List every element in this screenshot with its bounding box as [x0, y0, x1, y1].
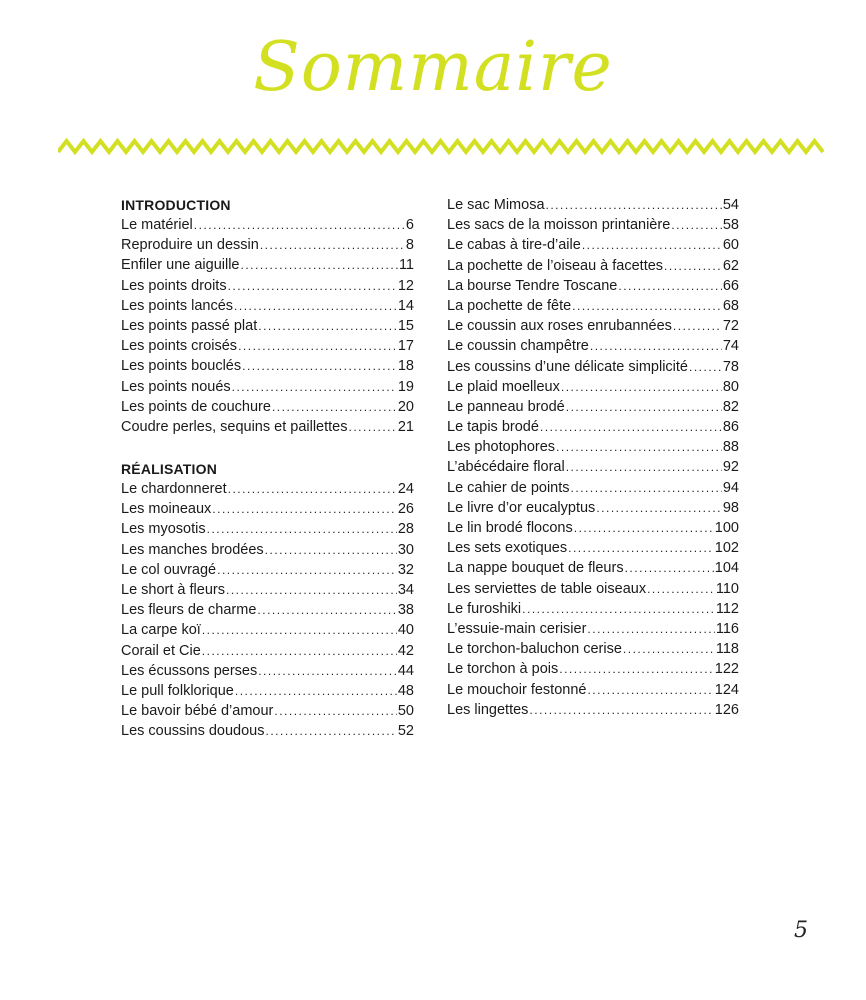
toc-entry [121, 397, 414, 417]
toc-entry [121, 235, 414, 255]
toc-entry-page: 24 [397, 481, 414, 498]
toc-entry [121, 721, 414, 741]
toc-entry [447, 558, 739, 578]
toc-entry-title: Coudre perles, sequins et paillettes [121, 418, 348, 435]
toc-entry-title: Le cahier de points [447, 479, 570, 496]
toc-entry-title: Les sacs de la moisson printanière [447, 217, 671, 234]
toc-entry-page: 38 [397, 602, 414, 619]
dot-leader [217, 560, 397, 580]
toc-entry-title: Les coussins d’une délicate simplicité [447, 358, 688, 375]
dot-leader [212, 499, 397, 519]
toc-entry-page: 58 [722, 217, 739, 234]
toc-entry [447, 397, 739, 417]
toc-entry-page: 6 [405, 217, 414, 233]
toc-entry-title: Les points lancés [121, 297, 234, 314]
toc-entry-page: 98 [722, 499, 739, 516]
toc-entry [447, 215, 739, 235]
toc-entry-title: Les photophores [447, 439, 556, 456]
toc-entry-title: Les points noués [121, 378, 231, 395]
dot-leader [623, 639, 715, 659]
toc-entry [121, 255, 414, 275]
dot-leader [207, 519, 397, 539]
toc-entry-page: 26 [397, 501, 414, 518]
toc-entry-title: L’abécédaire floral [447, 459, 565, 476]
dot-leader [546, 195, 722, 215]
dot-leader [587, 619, 714, 639]
toc-entry-page: 18 [397, 358, 414, 375]
toc-entry-page: 21 [397, 418, 414, 435]
toc-entry-page: 80 [722, 378, 739, 395]
dot-leader [266, 721, 397, 741]
toc-entry [121, 560, 414, 580]
toc-entry-title: La nappe bouquet de fleurs [447, 560, 624, 577]
dot-leader [559, 659, 714, 679]
toc-entry [121, 296, 414, 316]
toc-entry-page: 72 [722, 318, 739, 335]
toc-entry-title: L’essuie-main cerisier [447, 620, 587, 637]
section-heading-introduction: INTRODUCTION [121, 197, 231, 213]
toc-entry-title: Le pull folklorique [121, 682, 234, 699]
toc-entry-page: 102 [714, 540, 739, 557]
toc-entry-title: Les coussins doudous [121, 723, 265, 740]
toc-entry-title: Les serviettes de table oiseaux [447, 580, 647, 597]
toc-entry [121, 701, 414, 721]
toc-entry-title: Le tapis brodé [447, 419, 539, 436]
toc-entry [447, 195, 739, 215]
toc-entry [121, 356, 414, 376]
toc-entry-page: 62 [722, 257, 739, 274]
toc-entry [121, 580, 414, 600]
dot-leader [664, 256, 722, 276]
dot-leader [572, 296, 722, 316]
toc-entry-title: Corail et Cie [121, 642, 201, 659]
toc-entry-title: La pochette de l’oiseau à facettes [447, 257, 664, 274]
dot-leader [272, 397, 397, 417]
page-title: Sommaire [253, 28, 613, 107]
toc-entry-title: Les écussons perses [121, 662, 258, 679]
toc-entry-page: 122 [714, 661, 739, 678]
toc-entry-page: 44 [397, 662, 414, 679]
toc-left-column [121, 195, 414, 742]
dot-leader [194, 215, 405, 235]
zigzag-divider [58, 136, 824, 158]
toc-entry [121, 499, 414, 519]
right-column-entries [447, 195, 739, 720]
toc-entry-title: Le torchon à pois [447, 661, 559, 678]
toc-entry-page: 11 [398, 257, 414, 274]
toc-entry-page: 78 [722, 358, 739, 375]
toc-entry-page: 34 [397, 582, 414, 598]
toc-entry-page: 110 [715, 580, 739, 597]
toc-entry-title: Le coussin aux roses enrubannées [447, 318, 672, 335]
dot-leader [265, 540, 397, 560]
toc-entry-page: 118 [715, 641, 739, 658]
dot-leader [590, 336, 722, 356]
toc-entry [447, 680, 739, 700]
toc-entry-page: 28 [397, 521, 414, 538]
toc-entry-title: Le lin brodé flocons [447, 520, 573, 536]
toc-entry-title: Le chardonneret [121, 481, 227, 498]
toc-entry-title: Le col ouvragé [121, 561, 217, 578]
toc-entry-title: Le panneau brodé [447, 398, 565, 415]
dot-leader [568, 538, 714, 558]
dot-leader [647, 579, 715, 599]
toc-entry-page: 19 [397, 378, 414, 395]
dot-leader [571, 478, 722, 498]
toc-entry [447, 316, 739, 336]
dot-leader [574, 518, 714, 538]
dot-leader [625, 558, 714, 578]
toc-entry-page: 104 [714, 560, 739, 577]
dot-leader [228, 479, 397, 499]
toc-entry-page: 8 [405, 237, 414, 254]
toc-entry-page: 92 [722, 459, 739, 476]
toc-entry-title: Le sac Mimosa [447, 197, 545, 213]
dot-leader [238, 336, 397, 356]
toc-entry-page: 42 [397, 642, 414, 659]
toc-entry [447, 357, 739, 377]
toc-entry-title: Les myosotis [121, 521, 206, 538]
dot-leader [529, 700, 713, 720]
toc-entry-page: 116 [715, 620, 739, 637]
toc-entry [121, 681, 414, 701]
toc-entry-title: Les sets exotiques [447, 540, 568, 557]
toc-entry-title: Le mouchoir festonné [447, 681, 587, 698]
realisation-entries [121, 479, 414, 741]
toc-entry-page: 32 [397, 561, 414, 578]
toc-entry-page: 14 [397, 297, 414, 314]
toc-entry [121, 336, 414, 356]
toc-entry-page: 82 [722, 398, 739, 415]
toc-entry [447, 579, 739, 599]
toc-entry-title: Le coussin champêtre [447, 338, 589, 355]
dot-leader [673, 316, 722, 336]
toc-entry-page: 126 [714, 701, 739, 718]
toc-entry-page: 30 [397, 541, 414, 558]
toc-entry-page: 112 [715, 600, 739, 617]
toc-entry [447, 498, 739, 518]
toc-entry [447, 619, 739, 639]
dot-leader [202, 620, 397, 640]
toc-entry [121, 316, 414, 336]
dot-leader [202, 641, 397, 661]
toc-entry [447, 276, 739, 296]
toc-entry [447, 518, 739, 538]
toc-entry-title: Les points passé plat [121, 317, 258, 334]
toc-entry-title: Les lingettes [447, 701, 529, 718]
toc-entry [447, 296, 739, 316]
toc-entry [447, 538, 739, 558]
toc-entry-page: 74 [722, 338, 739, 355]
introduction-entries [121, 215, 414, 437]
dot-leader [241, 255, 398, 275]
toc-entry-title: Le short à fleurs [121, 582, 225, 598]
section-gap [121, 437, 414, 459]
dot-leader [522, 599, 715, 619]
toc-entry-page: 60 [722, 237, 739, 254]
toc-entry [447, 639, 739, 659]
toc-entry [447, 377, 739, 397]
toc-entry-title: Les fleurs de charme [121, 602, 257, 619]
dot-leader [226, 580, 397, 600]
toc-entry [447, 235, 739, 255]
toc-entry-page: 12 [397, 277, 414, 294]
toc-entry [121, 479, 414, 499]
dot-leader [566, 397, 722, 417]
toc-entry-page: 66 [722, 277, 739, 294]
toc-entry-page: 100 [714, 520, 739, 536]
toc-entry-page: 68 [722, 297, 739, 314]
dot-leader [242, 356, 397, 376]
dot-leader [349, 417, 397, 437]
toc-entry [447, 256, 739, 276]
toc-entry-page: 17 [397, 338, 414, 355]
toc-entry-title: La bourse Tendre Toscane [447, 277, 618, 294]
toc-entry-page: 52 [397, 723, 414, 740]
toc-entry-page: 40 [397, 622, 414, 639]
dot-leader [618, 276, 721, 296]
toc-entry-title: Le torchon-baluchon cerise [447, 641, 622, 658]
toc-entry [121, 417, 414, 437]
toc-entry-title: Enfiler une aiguille [121, 257, 240, 274]
toc-right-column [447, 195, 739, 720]
dot-leader [235, 681, 397, 701]
dot-leader [556, 437, 722, 457]
toc-entry-page: 15 [397, 317, 414, 334]
toc-entry [121, 661, 414, 681]
toc-entry-title: La pochette de fête [447, 297, 572, 314]
toc-entry-title: Le furoshiki [447, 600, 522, 617]
toc-entry-page: 94 [722, 479, 739, 496]
dot-leader [689, 357, 722, 377]
dot-leader [561, 377, 722, 397]
toc-entry-title: Le livre d’or eucalyptus [447, 499, 596, 516]
toc-entry [121, 600, 414, 620]
dot-leader [232, 377, 397, 397]
toc-entry [121, 641, 414, 661]
toc-entry-title: Le matériel [121, 217, 193, 233]
toc-entry-title: Reproduire un dessin [121, 237, 259, 254]
dot-leader [257, 600, 396, 620]
toc-entry-page: 48 [397, 682, 414, 699]
toc-entry-page: 54 [722, 197, 739, 213]
toc-entry [447, 599, 739, 619]
toc-entry-page: 86 [722, 419, 739, 436]
toc-entry-title: Les points droits [121, 277, 227, 294]
toc-entry [447, 437, 739, 457]
toc-entry [121, 276, 414, 296]
page-number: 5 [794, 918, 808, 943]
toc-entry [121, 519, 414, 539]
toc-entry-title: Le plaid moelleux [447, 378, 560, 395]
toc-entry-page: 50 [397, 703, 414, 720]
toc-entry-page: 124 [714, 681, 739, 698]
dot-leader [258, 316, 397, 336]
toc-entry-page: 20 [397, 398, 414, 415]
dot-leader [260, 235, 405, 255]
toc-entry-title: Les points bouclés [121, 358, 242, 375]
toc-entry [121, 215, 414, 235]
toc-entry-title: La carpe koï [121, 622, 201, 639]
section-heading-realisation: RÉALISATION [121, 461, 218, 478]
toc-entry [121, 620, 414, 640]
toc-entry [447, 659, 739, 679]
toc-entry-title: Le cabas à tire-d’aile [447, 237, 581, 254]
toc-entry [447, 700, 739, 720]
toc-entry-title: Les points de couchure [121, 398, 271, 415]
toc-entry-title: Le bavoir bébé d’amour [121, 703, 274, 720]
dot-leader [234, 296, 397, 316]
dot-leader [540, 417, 722, 437]
dot-leader [228, 276, 397, 296]
toc-entry [447, 336, 739, 356]
toc-entry-title: Les manches brodées [121, 541, 264, 558]
dot-leader [582, 235, 722, 255]
dot-leader [274, 701, 397, 721]
dot-leader [596, 498, 722, 518]
dot-leader [258, 661, 397, 681]
toc-entry [447, 417, 739, 437]
dot-leader [566, 457, 722, 477]
toc-entry-title: Les moineaux [121, 501, 212, 518]
toc-entry [121, 377, 414, 397]
toc-entry [447, 478, 739, 498]
toc-entry [447, 457, 739, 477]
toc-entry-title: Les points croisés [121, 338, 238, 355]
toc-entry-page: 88 [722, 439, 739, 456]
dot-leader [587, 680, 713, 700]
dot-leader [671, 215, 722, 235]
toc-entry [121, 540, 414, 560]
